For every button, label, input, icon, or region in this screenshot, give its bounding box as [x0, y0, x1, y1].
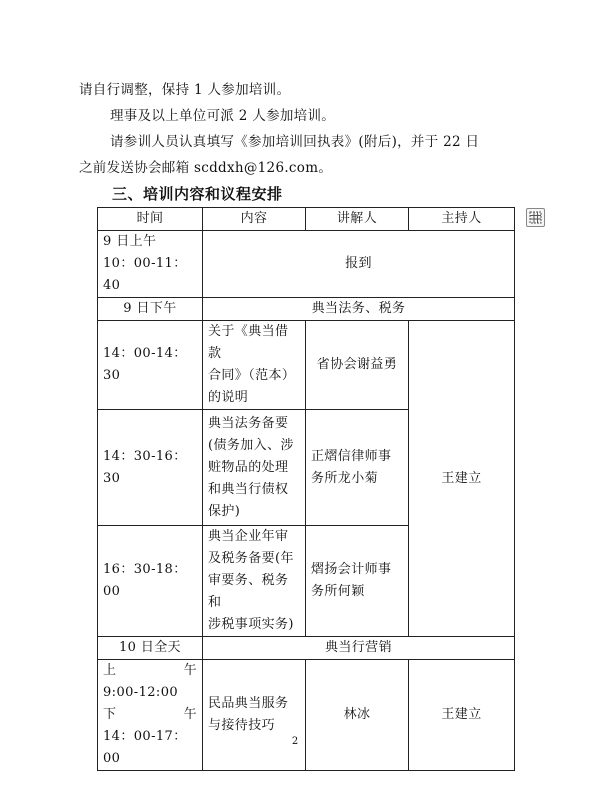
content-line: 关于《典当借款 — [208, 324, 289, 361]
paragraph-2: 理事及以上单位可派 2 人参加培训。 — [110, 108, 336, 124]
speaker-line: 正熠信律师事 — [311, 448, 392, 464]
pm-char: 午 — [183, 707, 197, 722]
am-char: 上 — [103, 663, 117, 678]
paragraph-1: 请自行调整，保持 1 人参加培训。 — [79, 82, 291, 98]
paragraph-3: 请参训人员认真填写《参加培训回执表》(附后)，并于 22 日 — [110, 134, 480, 150]
paragraph-4: 之前发送协会邮箱 scddxh@126.com。 — [79, 160, 333, 176]
am-range: 9:00-12:00 — [103, 685, 179, 700]
day-topic: 典当行营销 — [203, 637, 515, 660]
speaker-cell: 林冰 — [306, 660, 409, 771]
content-line: 审要务、税务和 — [208, 573, 289, 610]
content-cell — [203, 321, 306, 410]
header-time: 时间 — [98, 208, 203, 231]
time-cell: 14：00-14：30 — [98, 321, 203, 410]
table-row — [98, 321, 515, 410]
schedule-table — [97, 207, 515, 771]
day-topic: 典当法务、税务 — [203, 298, 515, 321]
day-label: 9 日下午 — [98, 298, 203, 321]
page-number: 2 — [291, 736, 299, 747]
table-header-row — [98, 208, 515, 231]
content-line: 民品典当服务 — [208, 696, 289, 711]
section-heading: 三、培训内容和议程安排 — [112, 185, 283, 203]
speaker-cell — [306, 410, 409, 526]
time-line: 9 日上午 — [103, 234, 157, 249]
pm-char: 下 — [103, 707, 117, 722]
host-cell: 王建立 — [409, 660, 515, 771]
am-line — [103, 660, 197, 682]
header-host: 主持人 — [409, 208, 515, 231]
day-label: 10 日全天 — [98, 637, 203, 660]
header-speaker: 讲解人 — [306, 208, 409, 231]
time-cell — [98, 660, 203, 771]
content-line: 的说明 — [208, 390, 249, 405]
content-line: 保护) — [208, 503, 241, 519]
speaker-cell: 省协会谢益勇 — [306, 321, 409, 410]
time-cell: 14：30-16：30 — [98, 410, 203, 526]
content-line: 赃物品的处理 — [208, 459, 289, 475]
table-tool-icon[interactable] — [526, 208, 545, 227]
registration-cell: 报到 — [203, 231, 515, 298]
time-line: 10：00-11：40 — [103, 256, 187, 293]
table-row — [98, 660, 515, 771]
content-line: 典当企业年审 — [208, 529, 289, 544]
table-row — [98, 298, 515, 321]
pm-range: 14：00-17：00 — [103, 729, 187, 766]
speaker-cell — [306, 526, 409, 637]
content-cell — [203, 410, 306, 526]
content-line: 合同》（范本） — [208, 368, 296, 383]
content-line: 和典当行债权 — [208, 481, 289, 497]
content-line: 涉税事项实务) — [208, 617, 294, 632]
content-cell — [203, 660, 306, 771]
table-row — [98, 637, 515, 660]
content-line: 及税务备要(年 — [208, 551, 294, 566]
content-line: 与接待技巧 — [208, 718, 276, 733]
content-line: 典当法务备要 — [208, 415, 289, 431]
time-cell — [98, 231, 203, 298]
host-cell: 王建立 — [409, 321, 515, 637]
speaker-line: 务所龙小菊 — [311, 470, 379, 486]
speaker-line: 务所何颖 — [311, 584, 365, 599]
header-content: 内容 — [203, 208, 306, 231]
content-line: (债务加入、涉 — [208, 437, 294, 453]
time-cell: 16：30-18：00 — [98, 526, 203, 637]
pm-line — [103, 704, 197, 726]
am-char: 午 — [183, 663, 197, 678]
speaker-line: 熠扬会计师事 — [311, 562, 392, 577]
content-cell — [203, 526, 306, 637]
table-row — [98, 231, 515, 298]
